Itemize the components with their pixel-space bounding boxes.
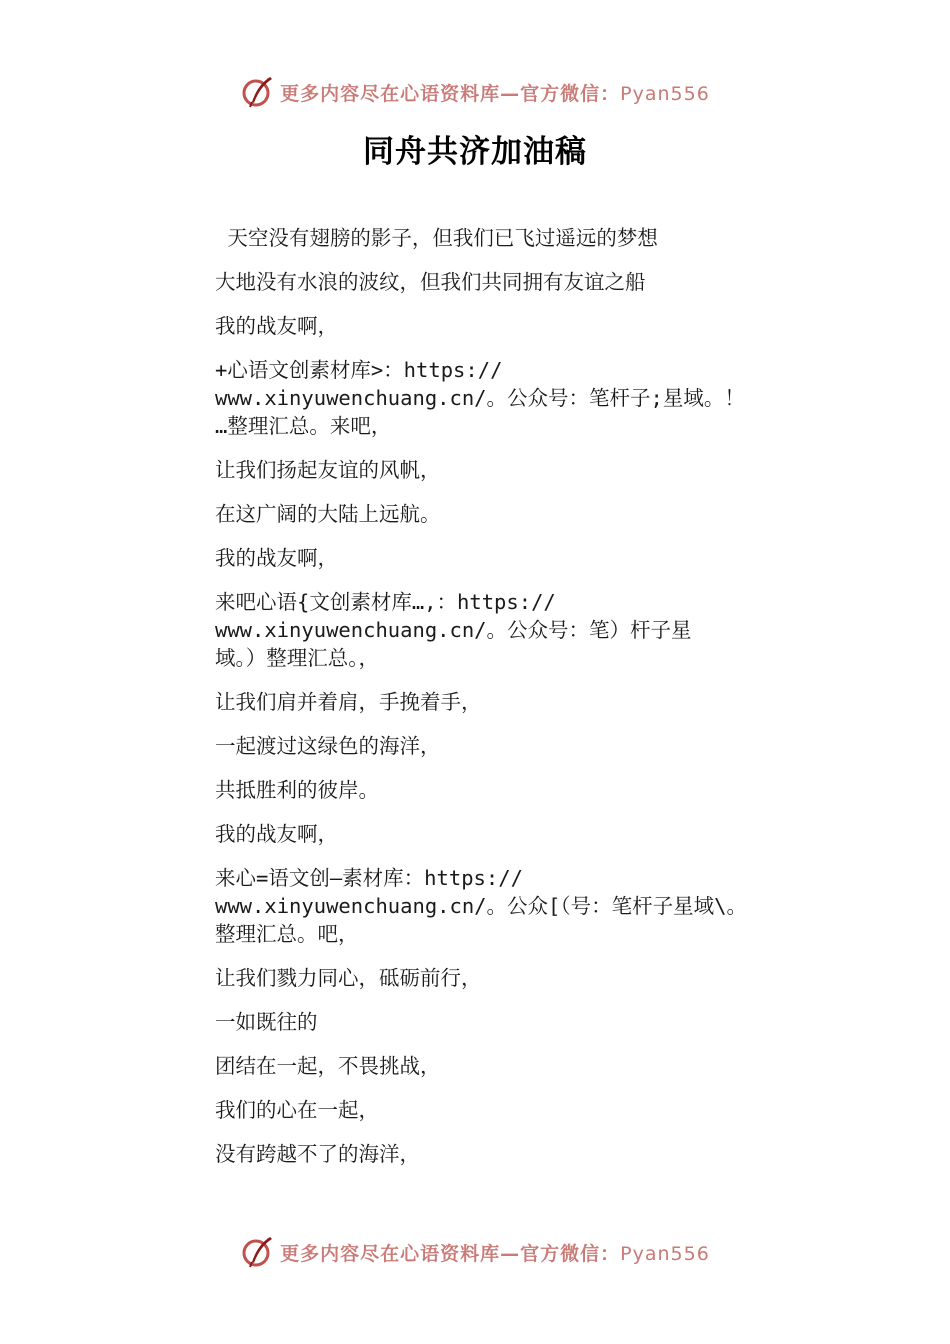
paragraph: 我的战友啊， xyxy=(215,822,338,846)
paragraph: 让我们戮力同心，砥砺前行， xyxy=(215,966,482,990)
paragraph: 让我们肩并着肩，手挽着手， xyxy=(215,690,482,714)
paragraph: 团结在一起，不畏挑战， xyxy=(215,1054,441,1078)
paragraph: 来吧心语{文创素材库…,：https:// www.xinyuwenchuang.cn/。公众号：笔）杆子星 域。）整理汇总。， xyxy=(215,590,692,670)
quill-pen-logo-icon xyxy=(240,74,276,110)
paragraph: 一如既往的 xyxy=(215,1010,318,1034)
paragraph: 共抵胜利的彼岸。 xyxy=(215,778,379,802)
page-title: 同舟共济加油稿 xyxy=(363,134,587,170)
paragraph: 大地没有水浪的波纹，但我们共同拥有友谊之船 xyxy=(215,270,646,294)
paragraph: 在这广阔的大陆上远航。 xyxy=(215,502,441,526)
paragraph: +心语文创素材库>：https:// www.xinyuwenchuang.cn/。公众号：笔杆子;星域。！ …整理汇总。来吧， xyxy=(215,358,745,438)
footer-banner-text: 更多内容尽在心语资料库—官方微信：Pyan556 xyxy=(280,1242,710,1265)
quill-pen-logo-icon xyxy=(240,1234,276,1270)
document-body xyxy=(215,224,835,1184)
paragraph: 让我们扬起友谊的风帆， xyxy=(215,458,441,482)
paragraph: 天空没有翅膀的影子，但我们已飞过遥远的梦想 xyxy=(215,226,658,250)
paragraph: 没有跨越不了的海洋， xyxy=(215,1142,420,1166)
paragraph: 我的战友啊， xyxy=(215,546,338,570)
header-banner xyxy=(0,70,950,114)
paragraph: 我们的心在一起， xyxy=(215,1098,379,1122)
paragraph: 来心=语文创—素材库：https:// www.xinyuwenchuang.cn/。公众[（号：笔杆子星域\。 整理汇总。吧， xyxy=(215,866,747,946)
header-banner-text: 更多内容尽在心语资料库—官方微信：Pyan556 xyxy=(280,82,710,105)
footer-banner xyxy=(0,1230,950,1274)
paragraph: 我的战友啊， xyxy=(215,314,338,338)
paragraph: 一起渡过这绿色的海洋， xyxy=(215,734,441,758)
